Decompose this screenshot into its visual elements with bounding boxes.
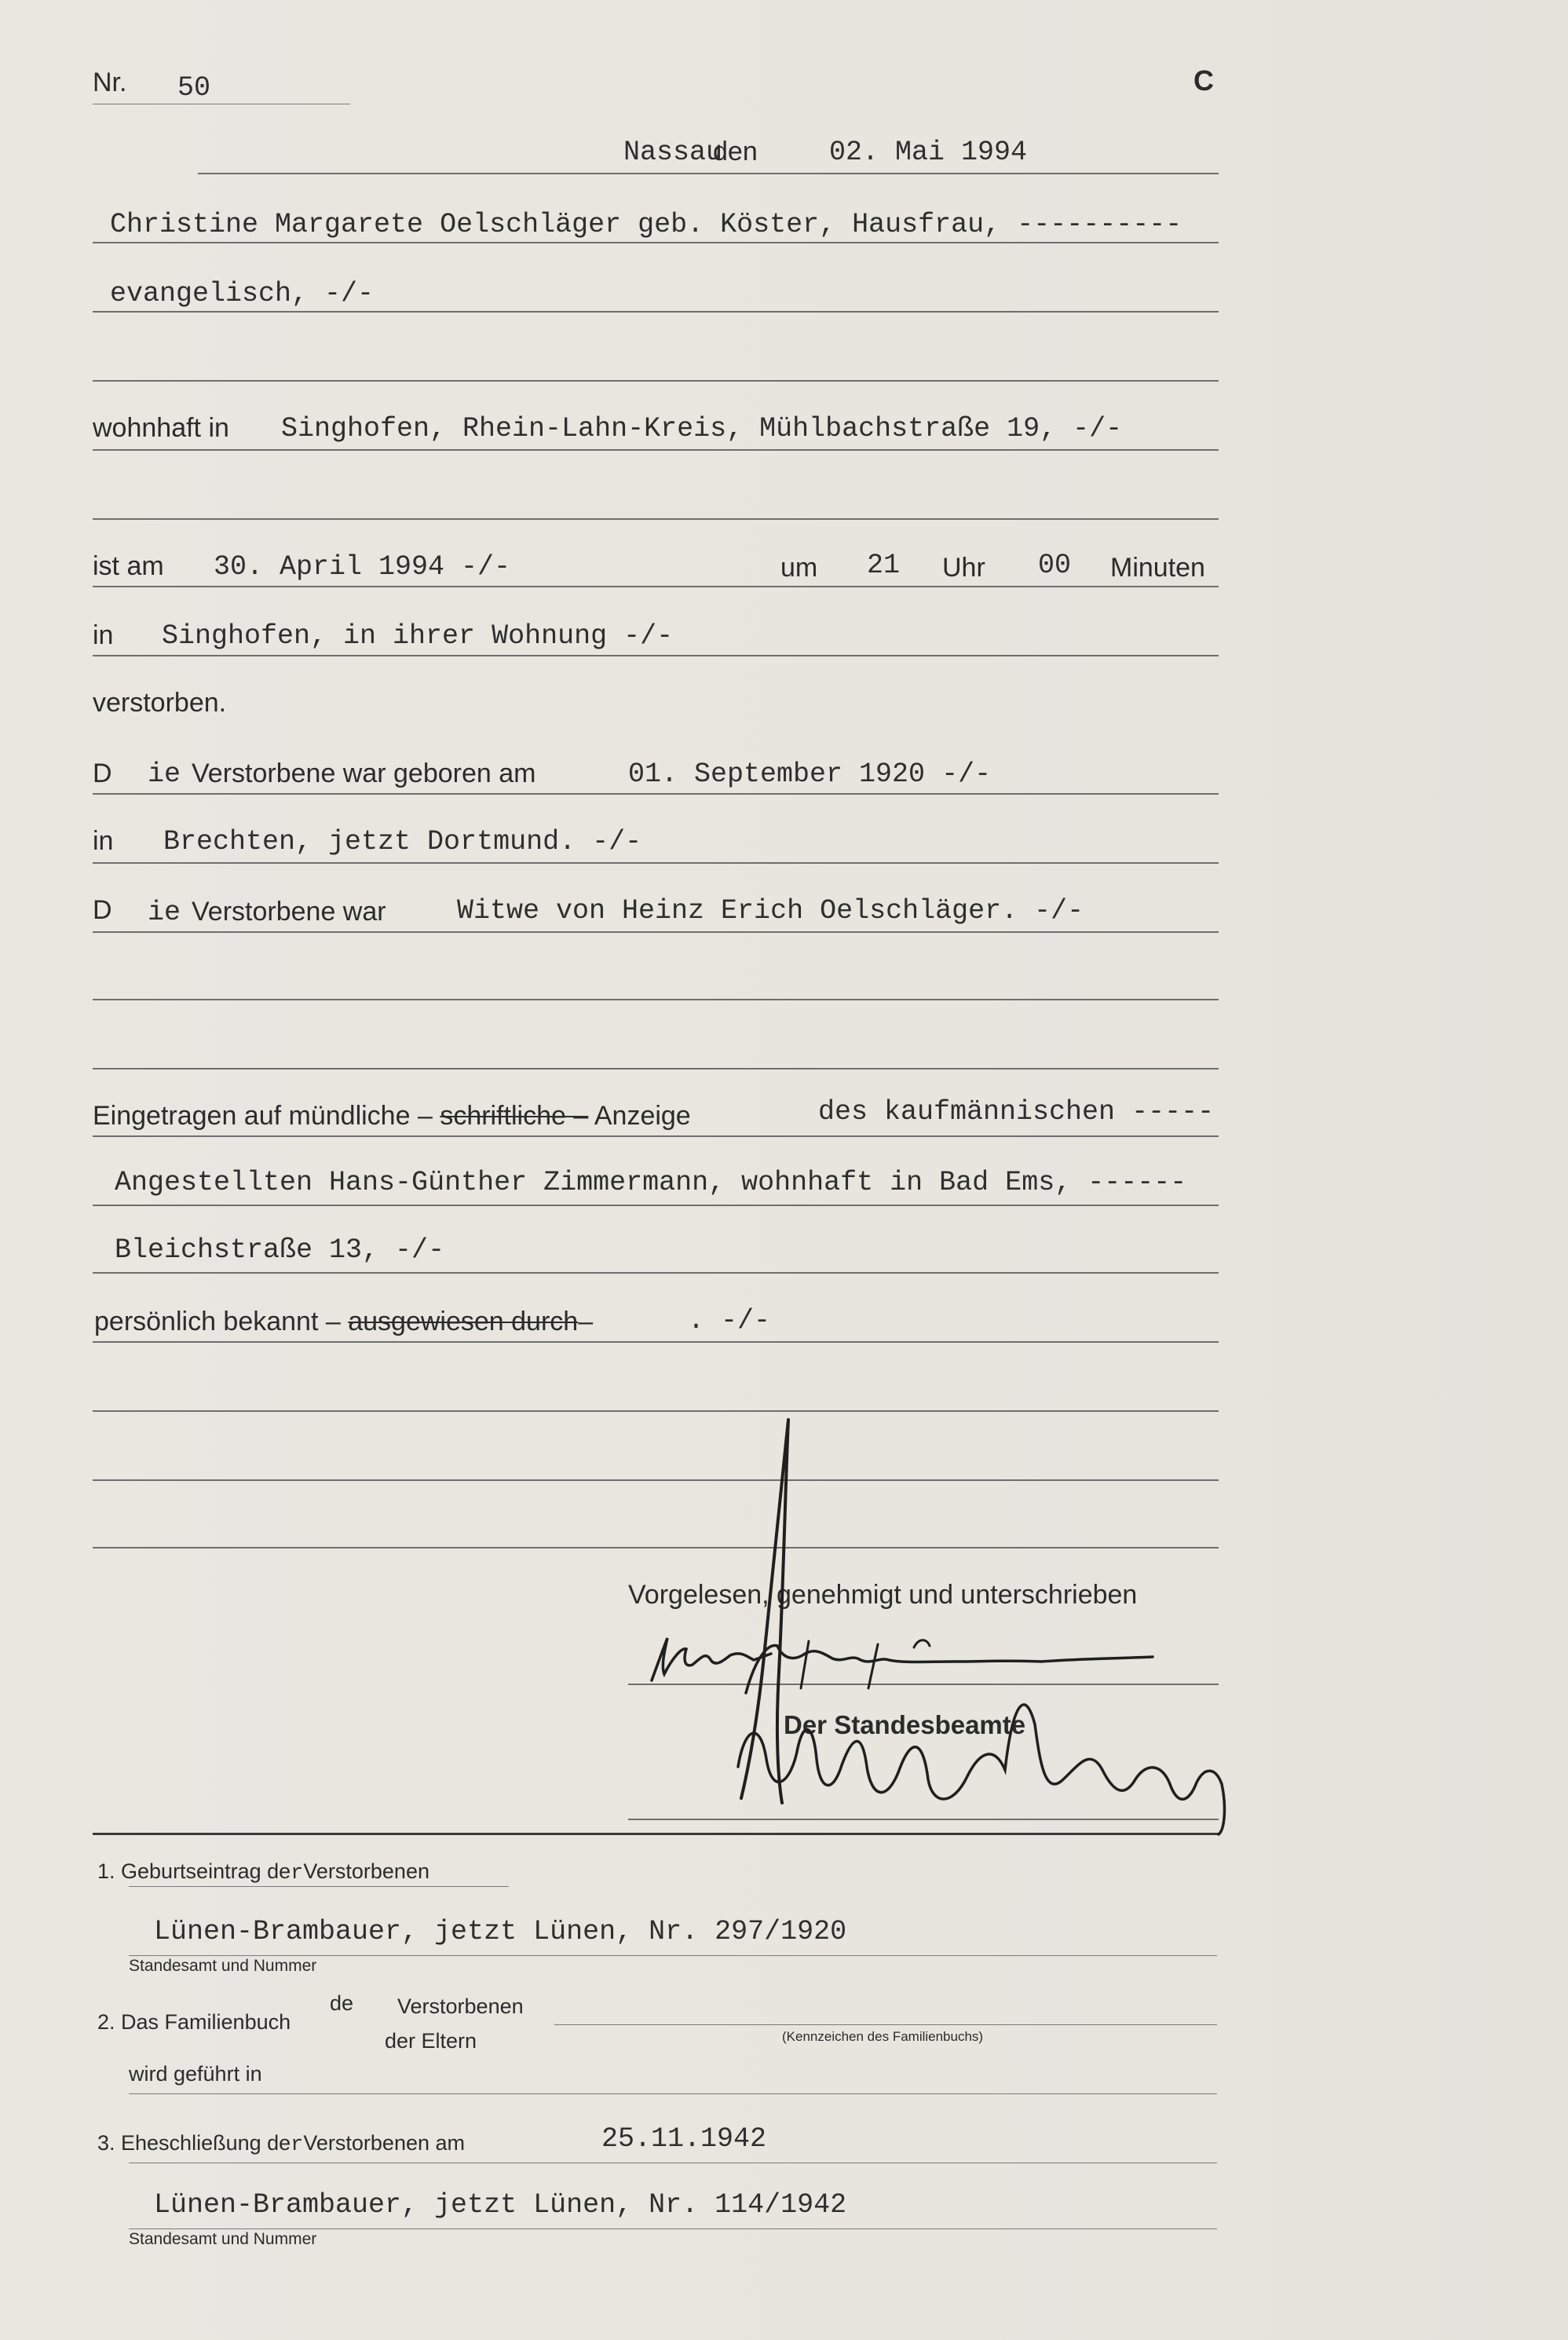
marital-status: Witwe von Heinz Erich Oelschläger. -/- xyxy=(457,895,1084,927)
note1-typed: r xyxy=(291,1862,304,1885)
note1-label-a: 1. Geburtseintrag de xyxy=(97,1859,291,1883)
death-minutes: 00 xyxy=(1038,550,1072,581)
note2-led-rule xyxy=(129,2093,1217,2094)
death-place: Singhofen, in ihrer Wohnung -/- xyxy=(162,620,674,652)
status-d-label: D xyxy=(93,895,112,925)
informant-line-2: Angestellten Hans-Günther Zimmermann, wohnhaft in Bad Ems, ------ xyxy=(115,1167,1187,1198)
corner-letter: C xyxy=(1193,64,1214,97)
birth-entry-office: Lünen-Brambauer, jetzt Lünen, Nr. 297/1920 xyxy=(154,1916,847,1947)
birth-in-label: in xyxy=(93,826,114,856)
report-label-b: Anzeige xyxy=(588,1101,691,1131)
known-label: persönlich bekannt – xyxy=(94,1307,349,1336)
note2-label: 2. Das Familienbuch xyxy=(97,2010,291,2034)
nr-label: Nr. xyxy=(93,68,127,97)
entry-date: 02. Mai 1994 xyxy=(829,137,1028,168)
identity-value: . -/- xyxy=(688,1305,771,1336)
office-caption-2: Standesamt und Nummer xyxy=(129,2230,317,2248)
residence-label: wohnhaft in xyxy=(93,413,229,443)
note2-book-rule xyxy=(554,2024,1217,2025)
entry-number: 50 xyxy=(177,72,211,104)
note1-rest: Verstorbenen xyxy=(303,1859,429,1883)
status-ie-typed: ie xyxy=(148,897,181,928)
note1-label xyxy=(97,1859,429,1885)
den-label: den xyxy=(713,137,758,166)
marriage-date: 25.11.1942 xyxy=(601,2123,767,2155)
status-label: Verstorbene war xyxy=(192,897,386,927)
marriage-entry-office: Lünen-Brambauer, jetzt Lünen, Nr. 114/1942 xyxy=(154,2189,847,2221)
uhr-label: Uhr xyxy=(942,553,985,583)
note2-de: de xyxy=(330,1991,354,2015)
death-date: 30. April 1994 -/- xyxy=(214,551,511,583)
note3-label-a: 3. Eheschließung de xyxy=(97,2131,291,2155)
report-label-a: Eingetragen auf mündliche – xyxy=(93,1101,440,1131)
note3-label xyxy=(97,2131,465,2157)
known-struck: ausgewiesen durch xyxy=(348,1307,579,1336)
birth-place: Brechten, jetzt Dortmund. -/- xyxy=(163,826,642,857)
office-caption-1: Standesamt und Nummer xyxy=(129,1957,317,1975)
note3-typed: r xyxy=(291,2133,304,2157)
informant-line-1: des kaufmännischen ----- xyxy=(818,1096,1215,1128)
residence-value: Singhofen, Rhein-Lahn-Kreis, Mühlbachstraße 19, -/- xyxy=(281,413,1123,444)
death-date-label: ist am xyxy=(93,551,164,581)
deceased-name-line: Christine Margarete Oelschläger geb. Köster, Hausfrau, ---------- xyxy=(110,209,1182,240)
note3-rest: Verstorbenen am xyxy=(303,2131,465,2155)
place-of-entry: Nassau xyxy=(623,137,723,168)
note1-value-rule xyxy=(129,1955,1217,1956)
birth-d-label: D xyxy=(93,759,112,788)
read-approved-label: Vorgelesen, genehmigt und unterschrieben xyxy=(628,1580,1138,1610)
note2-option-deceased: Verstorbenen xyxy=(397,1994,524,2018)
birth-date: 01. September 1920 -/- xyxy=(628,759,992,790)
um-label: um xyxy=(780,553,818,583)
birth-ie-typed: ie xyxy=(148,759,181,790)
note2-caption: (Kennzeichen des Familienbuchs) xyxy=(782,2029,984,2044)
verstorben-label: verstorben. xyxy=(93,688,227,718)
report-label-struck: schriftliche – xyxy=(440,1101,589,1131)
religion-line: evangelisch, -/- xyxy=(110,278,375,309)
note1-label-rule xyxy=(129,1886,509,1887)
minuten-label: Minuten xyxy=(1110,553,1205,583)
note2-led-label: wird geführt in xyxy=(129,2062,262,2086)
known-tail: – xyxy=(578,1307,594,1336)
informant-line-3: Bleichstraße 13, -/- xyxy=(115,1234,445,1266)
note3-value-rule xyxy=(129,2228,1217,2229)
death-hour: 21 xyxy=(867,550,901,581)
birth-label: Verstorbene war geboren am xyxy=(192,759,536,788)
note2-option-parents: der Eltern xyxy=(385,2029,477,2053)
death-in-label: in xyxy=(93,620,114,650)
registrar-label: Der Standesbeamte xyxy=(784,1710,1026,1739)
